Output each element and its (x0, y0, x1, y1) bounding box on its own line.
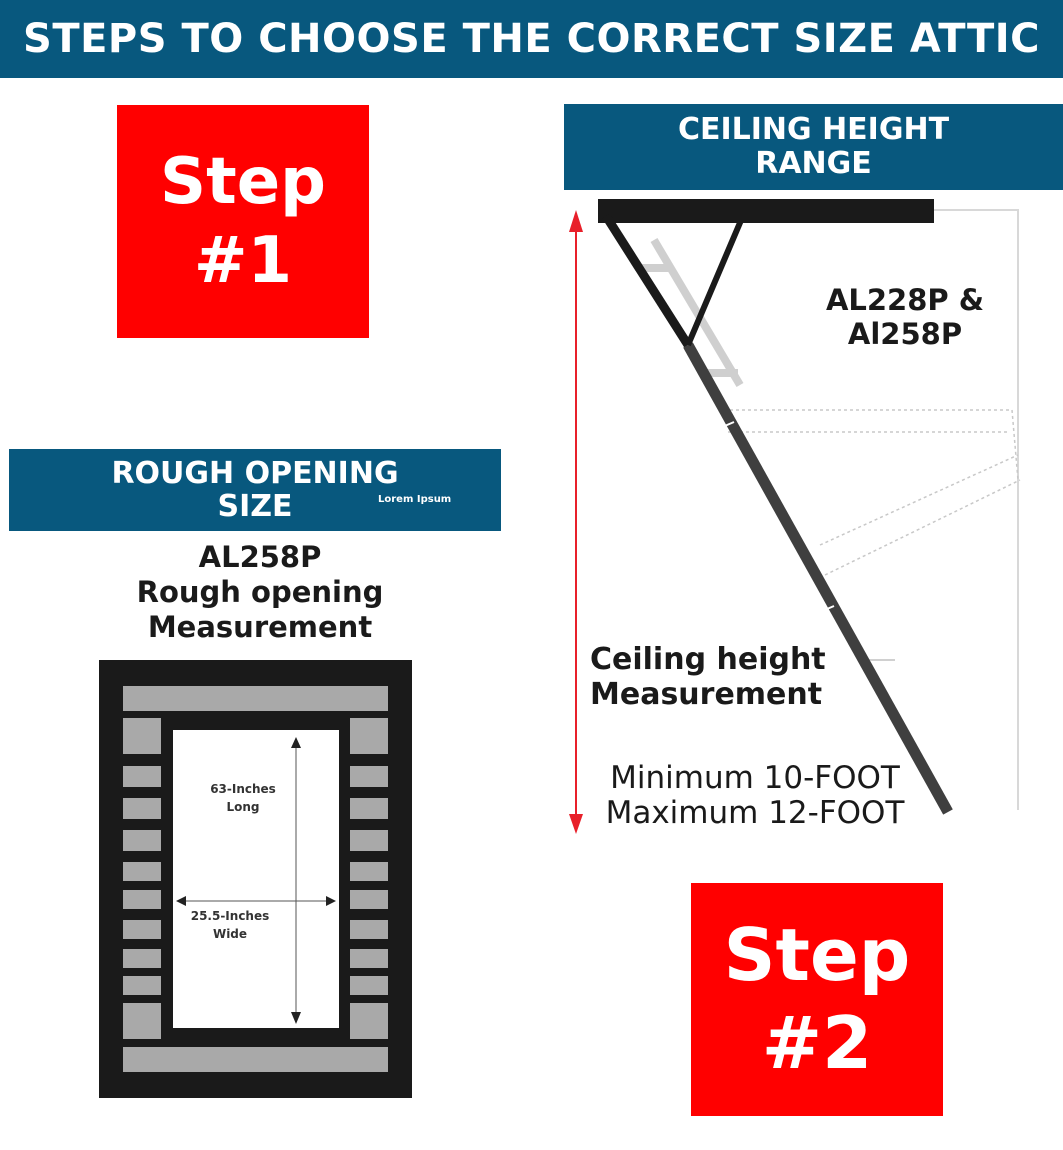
ceiling-height-label (590, 643, 826, 712)
ceiling-label-line-1: Ceiling height (590, 642, 826, 677)
models-line-2: Al258P (847, 317, 963, 352)
length-value: 63-Inches (210, 782, 276, 796)
rough-label-line-2: Rough opening (136, 574, 384, 609)
rough-opening-label (95, 540, 425, 644)
length-word: Long (226, 800, 260, 814)
minimum-height: Minimum 10-FOOT (610, 760, 900, 796)
width-dimension-label (182, 907, 278, 943)
step-1-number: #1 (193, 223, 293, 298)
ceiling-header-line-1: CEILING HEIGHT (677, 112, 950, 148)
rough-label-model: AL258P (198, 540, 322, 574)
watermark-text: Lorem Ipsum (378, 494, 452, 505)
rough-header-line-2: SIZE (217, 489, 293, 524)
ceiling-header-line-2: RANGE (755, 146, 872, 181)
maximum-height: Maximum 12-FOOT (605, 794, 905, 831)
ceiling-label-line-2: Measurement (590, 676, 823, 712)
rough-label-line-3: Measurement (147, 609, 373, 644)
length-dimension-label (208, 780, 278, 816)
step-2-badge (691, 883, 943, 1116)
width-value: 25.5-Inches (190, 909, 270, 923)
models-line-1: AL228P & (825, 283, 985, 317)
step-2-number: #2 (761, 1000, 873, 1085)
rough-opening-frame-drawing (99, 660, 412, 1098)
step-2-word: Step (723, 912, 911, 997)
page-title: STEPS TO CHOOSE THE CORRECT SIZE ATTIC (23, 16, 1040, 62)
ladder-models-label (790, 283, 1020, 351)
ceiling-height-arrow (569, 210, 583, 834)
ceiling-range-label (590, 761, 920, 830)
step-1-word: Step (160, 145, 326, 220)
rough-header-line-1: ROUGH OPENING (111, 456, 399, 491)
width-word: Wide (212, 927, 248, 941)
